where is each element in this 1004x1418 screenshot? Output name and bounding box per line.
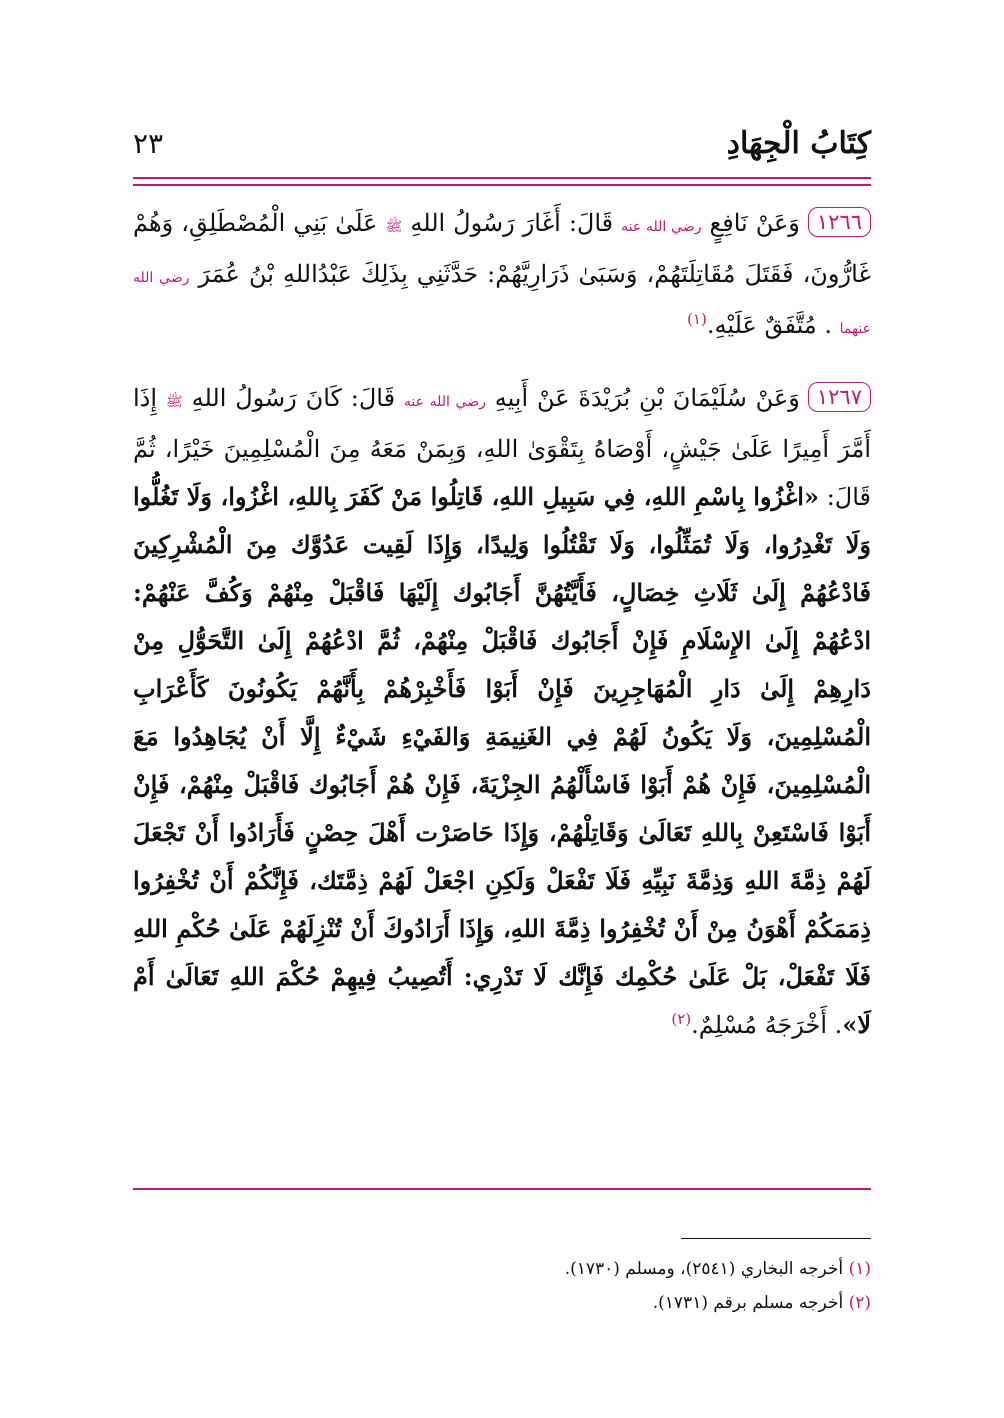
- honorific-mark: رضي الله عنهما: [133, 270, 871, 337]
- text-run: وَعَنْ سُلَيْمَانَ بْنِ بُرَيْدَةَ عَنْ أَبِيهِ: [485, 384, 800, 412]
- footnotes: [133, 1252, 871, 1320]
- hadith-number-badge: ١٢٦٧: [808, 382, 871, 412]
- footnote-text: أخرجه مسلم برقم (١٧٣١).: [652, 1293, 844, 1313]
- honorific-mark: ﷺ: [385, 219, 403, 235]
- hadith-quote: «اغْزُوا بِاسْمِ اللهِ، فِي سَبِيلِ اللهِ، قَاتِلُوا مَنْ كَفَرَ بِاللهِ، اغْزُوا، وَلَا تَغُلُّوا وَلَا تَغْدِرُوا، وَلَا تُمَثِّلُوا، وَلَا تَقْتُلُوا وَلِيدًا، وَإِذَا لَقِيت عَدُوَّك مِنَ الْمُشْرِكِينَ فَادْعُهُمْ إِلَىٰ ثَلَاثِ خِصَالٍ، فَأَيَّتُهُنَّ أَجَابُوك إِلَيْهَا فَاقْبَلْ مِنْهُمْ وَكُفَّ عَنْهُمْ: ادْعُهُمْ إِلَىٰ الإِسْلَامِ فَإِنْ أَجَابُوك فَاقْبَلْ مِنْهُمْ، ثُمَّ ادْعُهُمْ إِلَىٰ التَّحَوُّلِ مِنْ دَارِهِمْ إِلَىٰ دَارِ الْمُهَاجِرِينَ فَإِنْ أَبَوْا فَأَخْبِرْهُمْ بِأَنَّهُمْ يَكُونُونَ كَأَعْرَابِ الْمُسْلِمِينَ، وَلَا يَكُونُ لَهُمْ فِي الغَنِيمَةِ وَالفَيْءِ شَيْءٌ إِلَّا أَنْ يُجَاهِدُوا مَعَ الْمُسْلِمِينَ، فَإِنْ هُمْ أَبَوْا فَاسْأَلْهُمُ الجِزْيَةَ، فَإِنْ هُمْ أَجَابُوك فَاقْبَلْ مِنْهُمْ، فَإِنْ أَبَوْا فَاسْتَعِنْ بِاللهِ تَعَالَىٰ وَقَاتِلْهُمْ، وَإِذَا حَاصَرْت أَهْلَ حِصْنٍ فَأَرَادُوا أَنْ تَجْعَلَ لَهُمْ ذِمَّةَ اللهِ وَذِمَّةَ نَبِيِّهِ فَلَا تَفْعَلْ وَلَكِنِ اجْعَلْ لَهُمْ ذِمَّتَك، فَإِنَّكُمْ أَنْ تُخْفِرُوا ذِمَمَكُمْ أَهْوَنُ مِنْ أَنْ تُخْفِرُوا ذِمَّةَ اللهِ، وَإِذَا أَرَادُوكَ أَنْ تُنْزِلَهُمْ عَلَىٰ حُكْمِ اللهِ فَلَا تَفْعَلْ، بَلْ عَلَىٰ حُكْمِك فَإِنَّك لَا تَدْرِي: أَتُصِيبُ فِيهِمْ حُكْمَ اللهِ تَعَالَىٰ أَمْ لَا»: [133, 482, 872, 1039]
- footnote-ref: (٢): [671, 1010, 692, 1028]
- text-run: إِذَا أَمَّرَ أَمِيرًا عَلَىٰ جَيْشٍ، أَوْصَاهُ بِتَقْوَىٰ اللهِ، وَبِمَنْ مَعَهُ مِنَ الْمُسْلِمِينَ خَيْرًا، ثُمَّ قَالَ:: [133, 384, 871, 511]
- footnote-separator: [681, 1238, 871, 1239]
- page-content: [133, 200, 871, 1049]
- text-run: . أَخْرَجَهُ مُسْلِمٌ.: [691, 1011, 843, 1039]
- honorific-mark: ﷺ: [165, 394, 183, 410]
- text-run: وَعَنْ نَافِعٍ: [701, 209, 800, 237]
- footnote-2: [133, 1286, 871, 1320]
- footnote-1: [133, 1252, 871, 1286]
- text-run: قَالَ: كَانَ رَسُولُ اللهِ: [182, 384, 404, 412]
- content-bottom-rule: [133, 1188, 871, 1190]
- header-rule-secondary: [133, 184, 871, 186]
- honorific-mark: رضي الله عنه: [403, 394, 486, 410]
- footnote-text: أخرجه البخاري (٢٥٤١)، ومسلم (١٧٣٠).: [564, 1259, 844, 1279]
- hadith-1267: [133, 375, 871, 1049]
- footnote-number: (١): [848, 1259, 871, 1279]
- honorific-mark: رضي الله عنه: [621, 219, 702, 235]
- page-number: ٢٣: [133, 126, 164, 160]
- footnote-number: (٢): [848, 1293, 871, 1313]
- hadith-text: [133, 384, 871, 1039]
- text-run: . مُتَّفَقٌ عَلَيْهِ.: [706, 311, 840, 339]
- text-run: عَلَىٰ بَنِي الْمُصْطَلِقِ، وَهُمْ غَارُّونَ، فَقَتَلَ مُقَاتِلَتَهُمْ، وَسَبَىٰ ذَرَارِيَّهُمْ: حَدَّثَنِي بِذَلِكَ عَبْدُاللهِ بْنُ عُمَرَ: [133, 209, 871, 288]
- hadith-text: [133, 209, 871, 339]
- footnote-ref: (١): [687, 310, 707, 328]
- page-header: [133, 118, 871, 168]
- text-run: قَالَ: أَغَارَ رَسُولُ اللهِ: [402, 209, 622, 237]
- hadith-1266: [133, 200, 871, 353]
- header-rule: [133, 177, 871, 179]
- hadith-number-badge: ١٢٦٦: [808, 207, 871, 237]
- book-title: كِتَابُ الْجِهَادِ: [726, 125, 871, 161]
